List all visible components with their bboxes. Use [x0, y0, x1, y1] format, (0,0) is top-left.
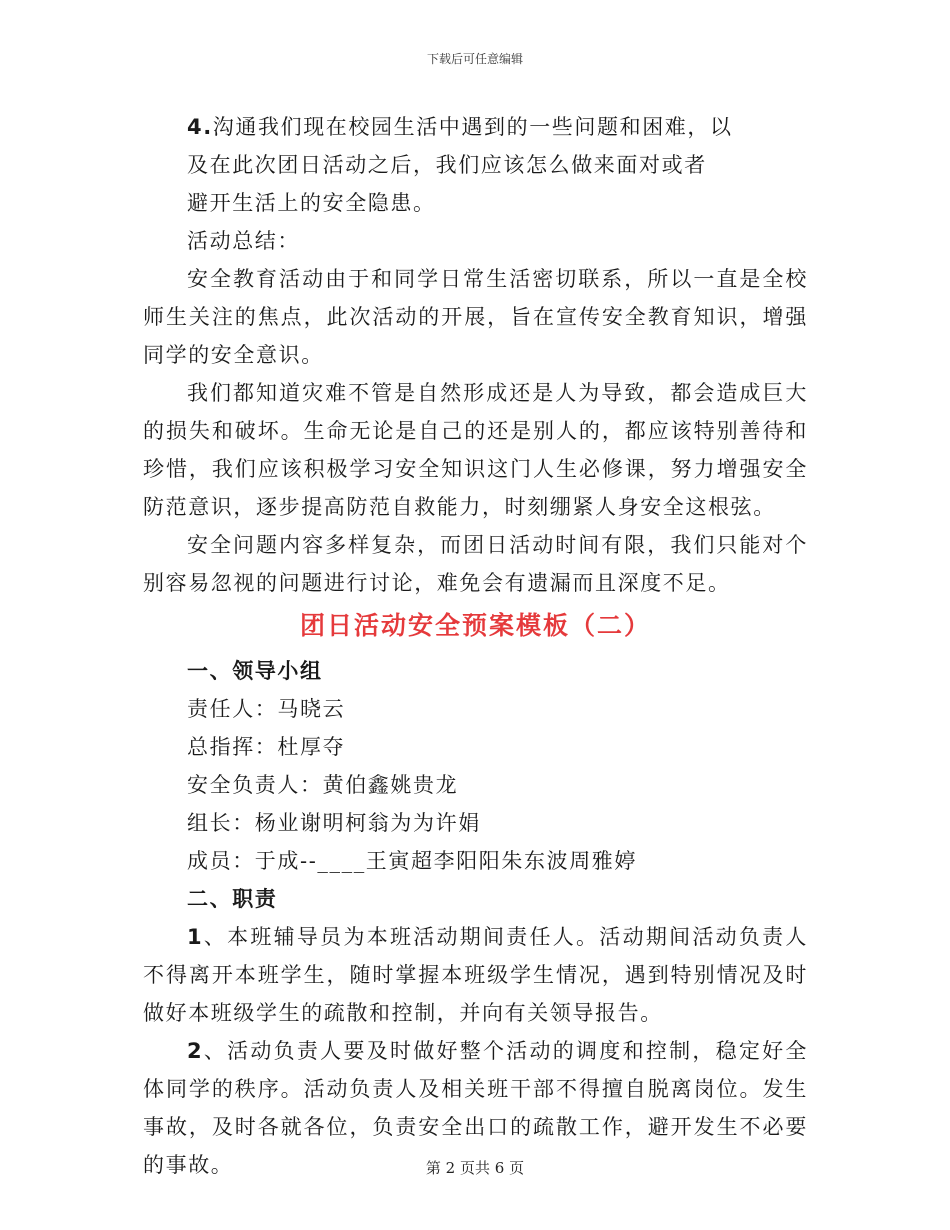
page-footer: 第 2 页共 6 页: [425, 1159, 525, 1177]
section-title: 团日活动安全预案模板（二）: [299, 611, 651, 640]
duty-item-1: 1、本班辅导员为本班活动期间责任人。活动期间活动负责人不得离开本班学生，随时掌握本班级学生情况，遇到特别情况及时做好本班级学生的疏散和控制，并向有关领导报告。: [143, 925, 808, 1025]
summary-paragraph-2: 我们都知道灾难不管是自然形成还是人为导致，都会造成巨大的损失和破坏。生命无论是自己的还是别人的，都应该特别善待和珍惜，我们应该积极学习安全知识这门人生必修课，努力增强安全防范意识，逐步提高防范自救能力，时刻绷紧人身安全这根弦。: [143, 381, 808, 519]
leadership-line-commander: 总指挥：杜厚夺: [187, 735, 346, 759]
leadership-line-responsible: 责任人：马晓云: [187, 697, 346, 721]
document-body: [143, 108, 808, 1184]
leadership-line-members: 成员：于成--____王寅超李阳阳朱东波周雅婷: [187, 849, 637, 873]
leadership-heading: 一、领导小组: [187, 659, 323, 683]
duty-item-2: 2、活动负责人要及时做好整个活动的调度和控制，稳定好全体同学的秩序。活动负责人及相关班干部不得擅自脱离岗位。发生事故，及时各就各位，负责安全出口的疏散工作，避开发生不必要的事故。: [143, 1039, 808, 1177]
summary-label: 活动总结：: [187, 229, 300, 253]
summary-paragraph-3: 安全问题内容多样复杂，而团日活动时间有限，我们只能对个别容易忽视的问题进行讨论，难免会有遗漏而且深度不足。: [143, 533, 808, 595]
item-4-line-1: 4.沟通我们现在校园生活中遇到的一些问题和困难，以: [187, 115, 733, 139]
leadership-line-leader: 组长：杨业谢明柯翁为为许娟: [187, 811, 481, 835]
duties-heading: 二、职责: [187, 887, 278, 911]
duty-item-2-number: 2: [187, 1039, 204, 1063]
header-note: 下载后可任意编辑: [426, 52, 523, 66]
item-4-number: 4.: [187, 115, 213, 139]
item-4-line-2: 及在此次团日活动之后，我们应该怎么做来面对或者: [187, 153, 707, 177]
item-4-line-3: 避开生活上的安全隐患。: [187, 191, 436, 215]
leadership-line-safety: 安全负责人：黄伯鑫姚贵龙: [187, 773, 459, 797]
duty-item-1-number: 1: [187, 925, 204, 949]
summary-paragraph-1: 安全教育活动由于和同学日常生活密切联系，所以一直是全校师生关注的焦点，此次活动的开展，旨在宣传安全教育知识，增强同学的安全意识。: [143, 267, 808, 367]
